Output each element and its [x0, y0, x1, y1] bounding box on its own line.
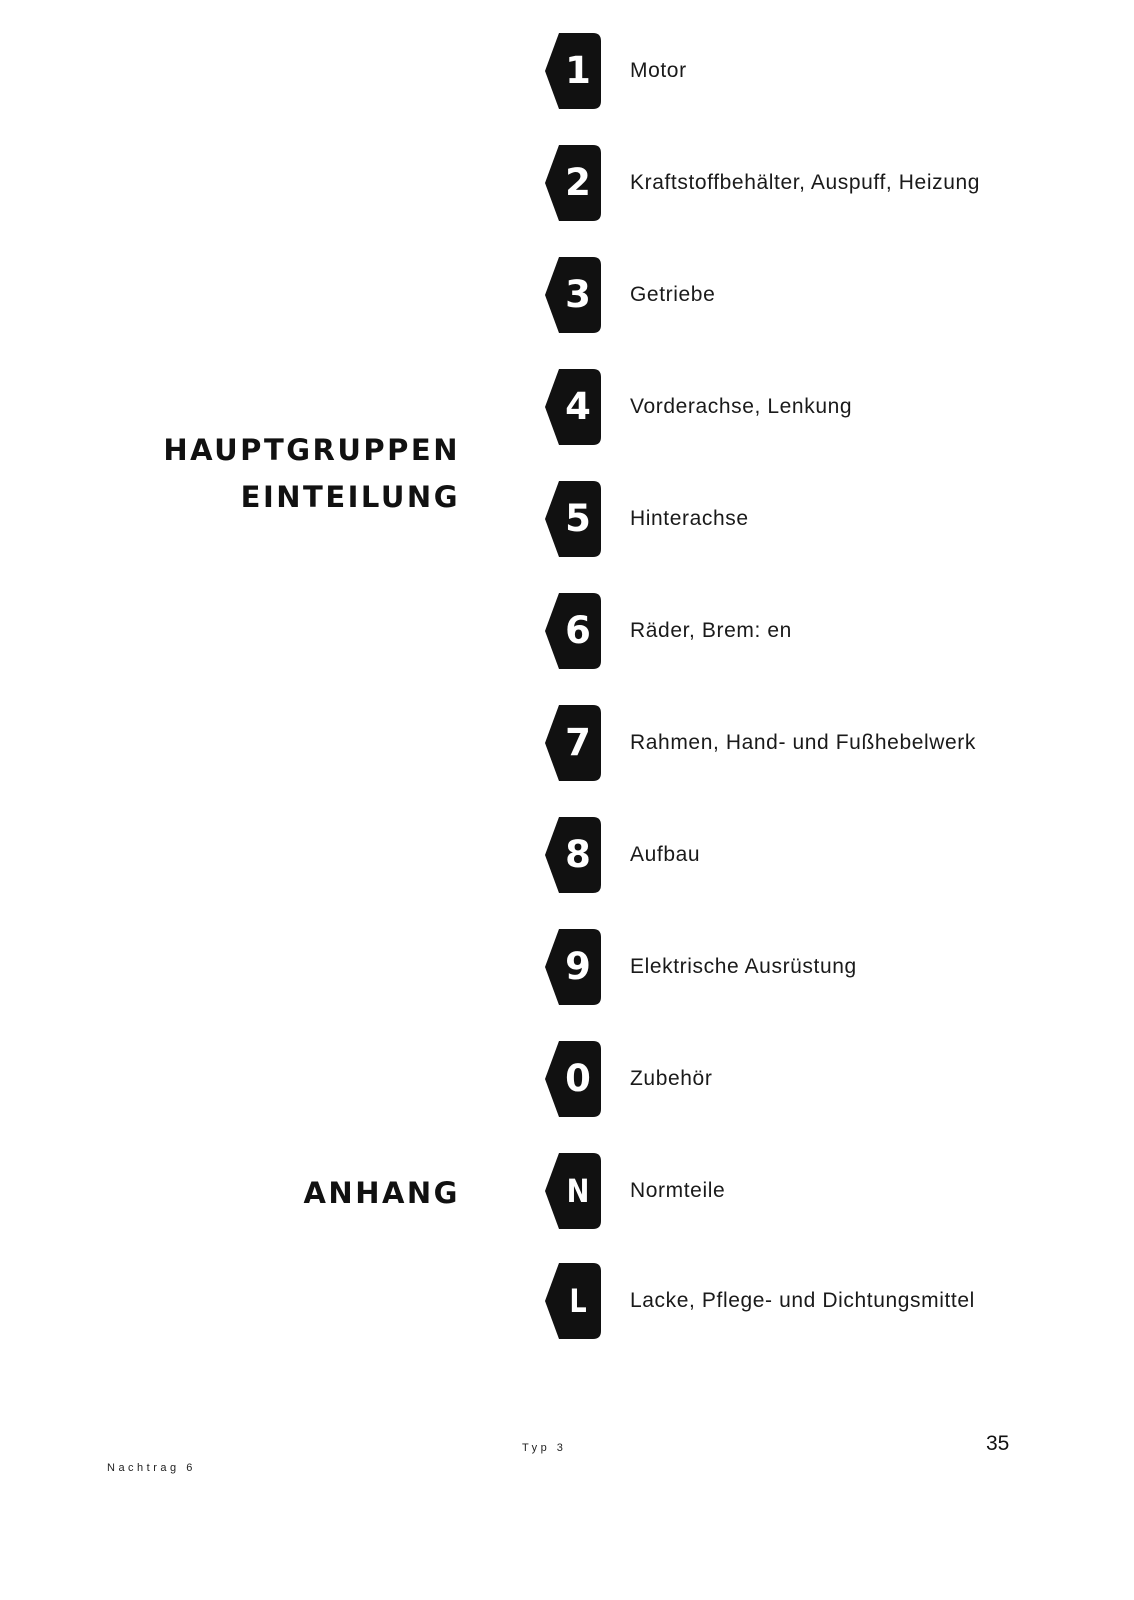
footer-supplement: Nachtrag 6 — [107, 1462, 196, 1474]
group-badge-icon — [545, 1263, 601, 1339]
group-entry-3 — [545, 257, 1085, 333]
group-label: Zubehör — [630, 1067, 713, 1090]
group-label: Lacke, Pflege- und Dichtungsmittel — [630, 1289, 975, 1312]
group-entry-5 — [545, 481, 1085, 557]
group-entry-n — [545, 1153, 1085, 1229]
appendix-heading-text: ANHANG — [303, 1176, 460, 1210]
group-number: N — [566, 1172, 590, 1210]
main-heading-line-2: EINTEILUNG — [240, 480, 460, 514]
group-badge-icon — [545, 145, 601, 221]
group-badge-icon — [545, 481, 601, 557]
group-entry-7 — [545, 705, 1085, 781]
group-number: 2 — [565, 161, 591, 204]
group-entry-2 — [545, 145, 1085, 221]
group-entry-8 — [545, 817, 1085, 893]
group-number: 3 — [565, 273, 591, 316]
group-label: Motor — [630, 59, 687, 82]
main-heading — [163, 427, 460, 521]
group-number: 8 — [565, 833, 591, 876]
group-label: Elektrische Ausrüstung — [630, 955, 857, 978]
group-label: Aufbau — [630, 843, 701, 866]
group-number: L — [569, 1282, 587, 1320]
group-entry-1 — [545, 33, 1085, 109]
footer-type: Typ 3 — [522, 1442, 567, 1454]
group-number: 6 — [565, 609, 591, 652]
group-entry-9 — [545, 929, 1085, 1005]
group-label: Getriebe — [630, 283, 716, 306]
group-label: Hinterachse — [630, 507, 749, 530]
group-number: 0 — [565, 1057, 591, 1100]
group-number: 5 — [565, 497, 591, 540]
appendix-heading — [303, 1170, 460, 1217]
group-label: Rahmen, Hand- und Fußhebelwerk — [630, 731, 977, 754]
group-entry-0 — [545, 1041, 1085, 1117]
group-badge-icon — [545, 593, 601, 669]
group-number: 9 — [565, 945, 591, 988]
page-number: 35 — [986, 1432, 1010, 1455]
group-entry-6 — [545, 593, 1085, 669]
group-number: 4 — [565, 385, 591, 428]
group-badge-icon — [545, 705, 601, 781]
group-entry-l — [545, 1263, 1085, 1339]
group-label: Normteile — [630, 1179, 726, 1202]
group-badge-icon — [545, 1153, 601, 1229]
group-badge-icon — [545, 257, 601, 333]
group-label: Kraftstoffbehälter, Auspuff, Heizung — [630, 171, 981, 194]
group-number: 1 — [565, 49, 591, 92]
group-badge-icon — [545, 817, 601, 893]
group-number: 7 — [565, 721, 591, 764]
group-label: Vorderachse, Lenkung — [630, 395, 853, 418]
group-badge-icon — [545, 1041, 601, 1117]
group-badge-icon — [545, 929, 601, 1005]
group-label: Räder, Brem: en — [630, 619, 792, 642]
group-badge-icon — [545, 369, 601, 445]
group-entry-4 — [545, 369, 1085, 445]
main-heading-line-1: HAUPTGRUPPEN — [163, 433, 460, 467]
group-badge-icon — [545, 33, 601, 109]
